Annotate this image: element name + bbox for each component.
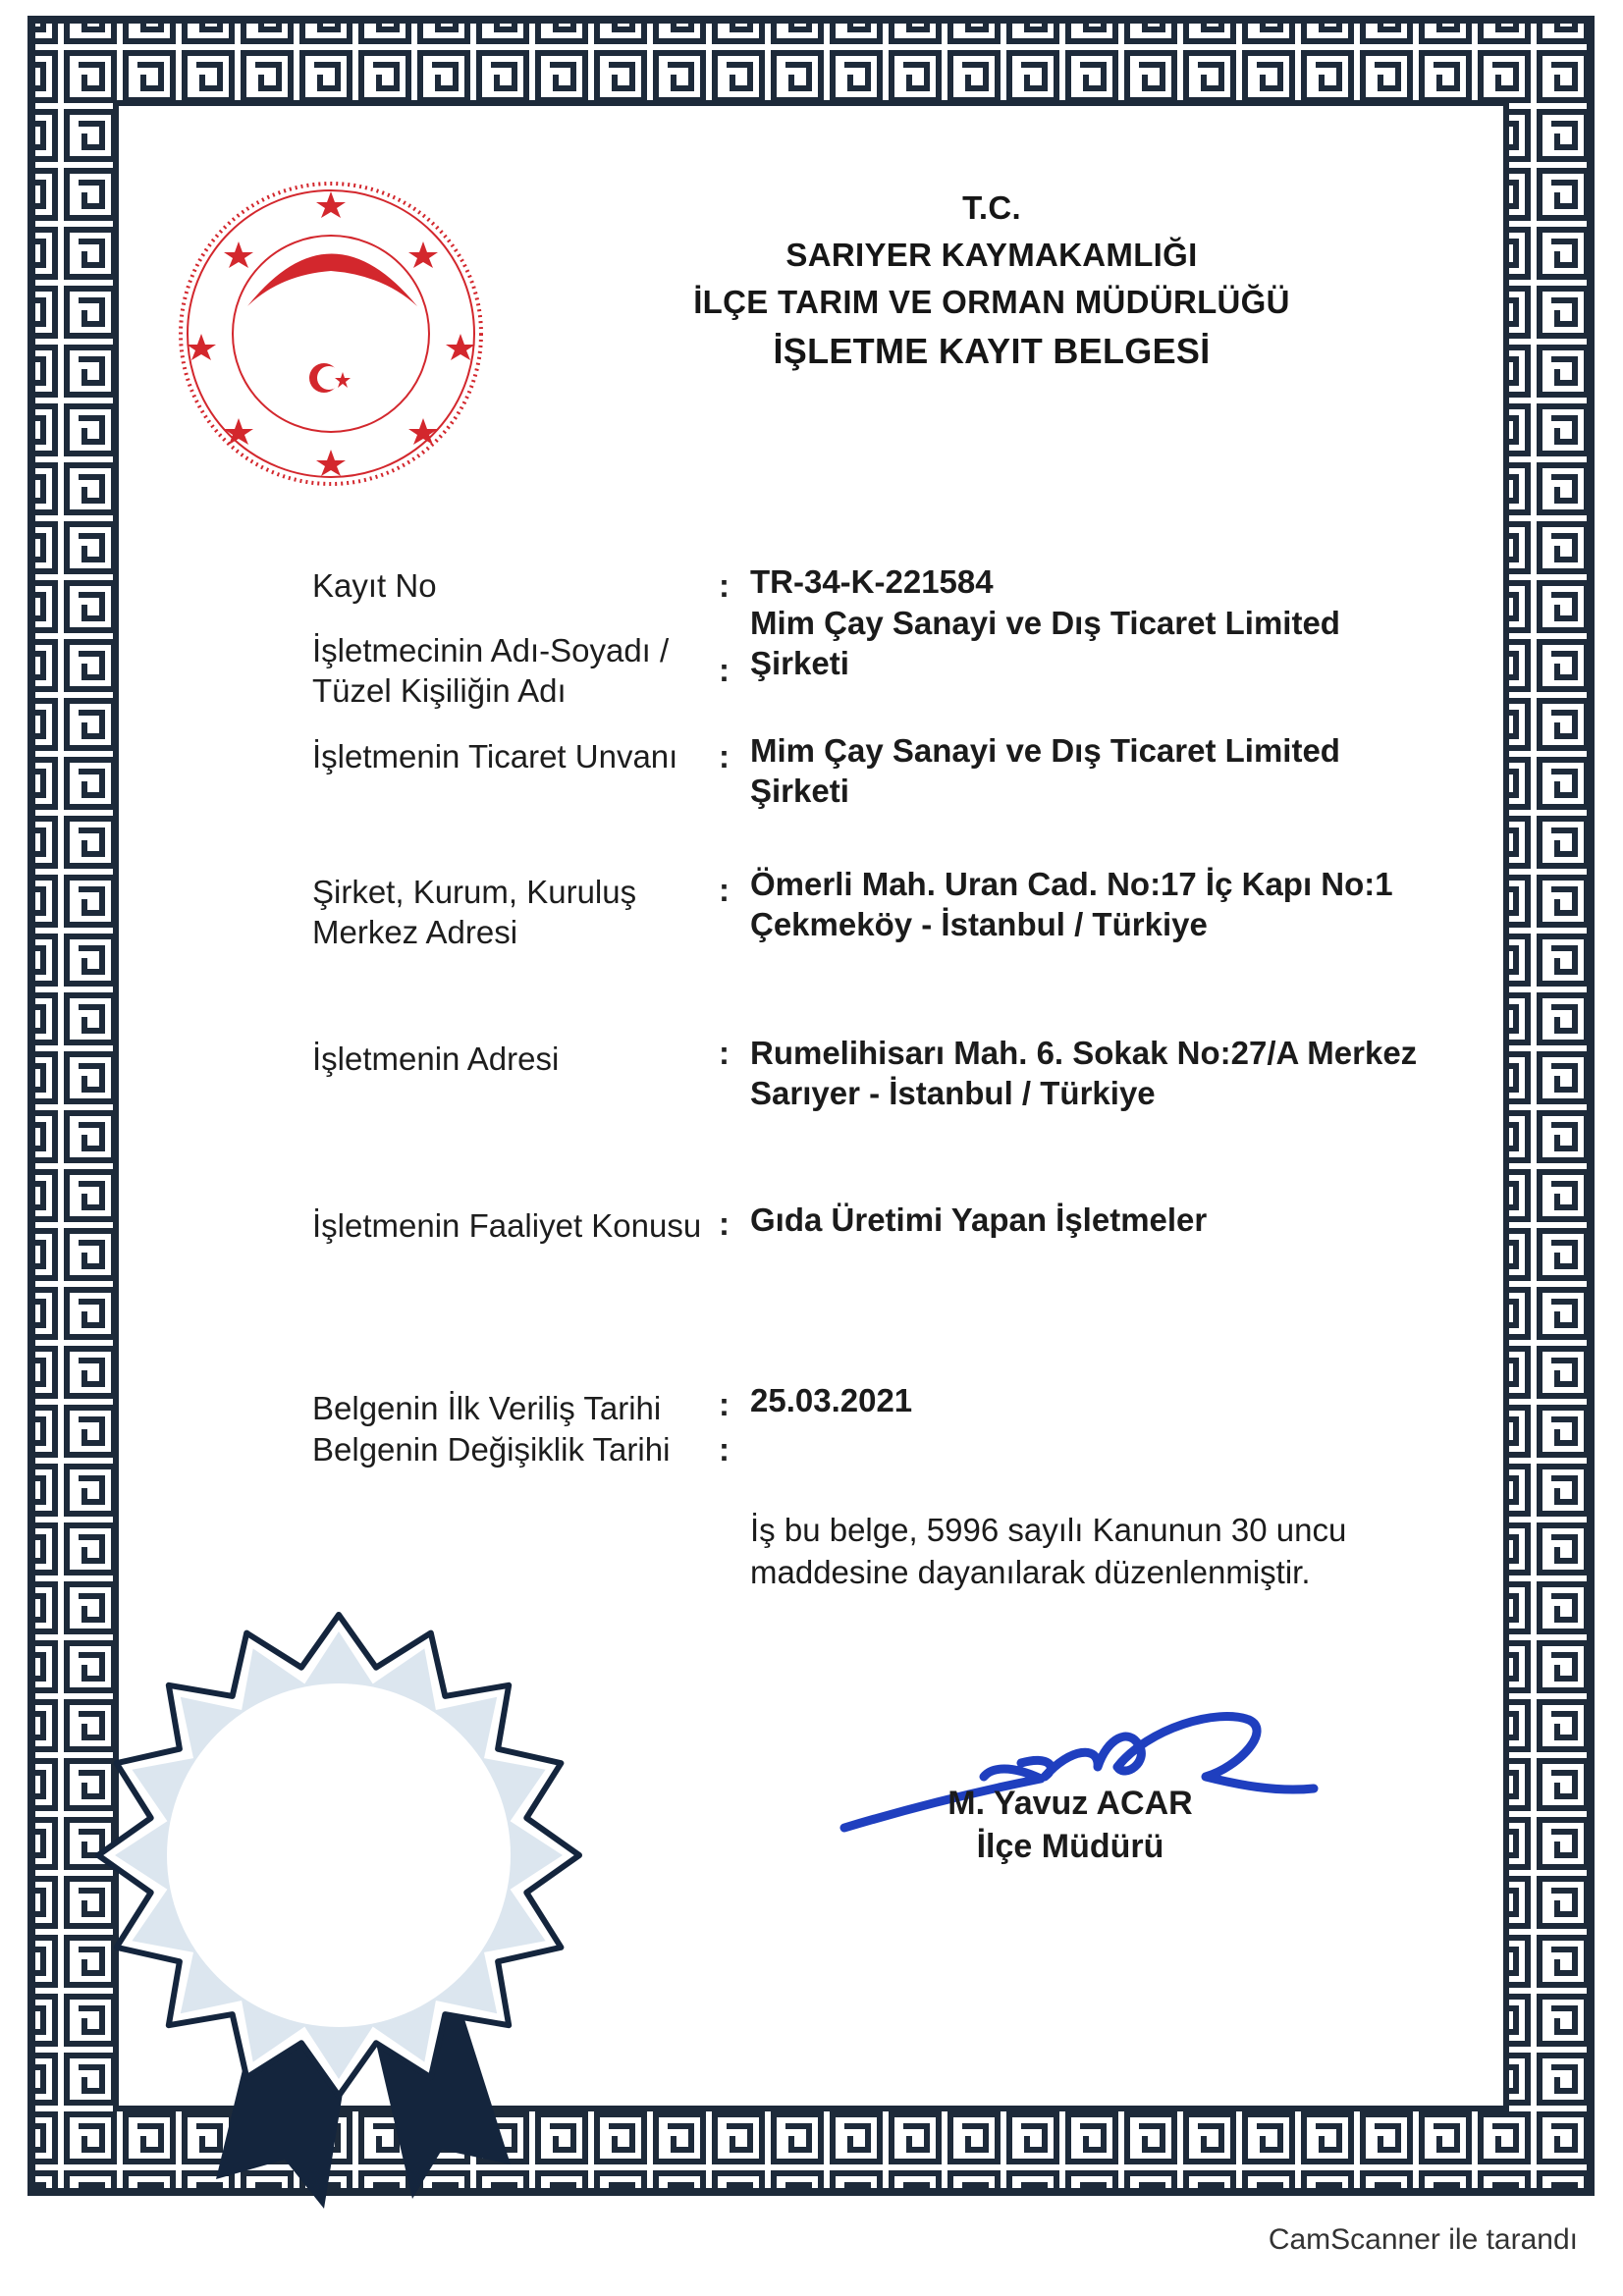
- field-colon: :: [719, 738, 730, 774]
- field-value-ticaret-unvani: Mim Çay Sanayi ve Dış Ticaret Limited Şirketi: [750, 732, 1340, 809]
- field-label-isletmeci-adi: İşletmecinin Adı-Soyadı / Tüzel Kişiliğin Adı: [312, 632, 670, 709]
- field-colon: :: [719, 1205, 730, 1242]
- legal-note: İş bu belge, 5996 sayılı Kanunun 30 uncu maddesine dayanılarak düzenlenmiştir.: [750, 1512, 1347, 1590]
- field-value-isletmeci-adi: Mim Çay Sanayi ve Dış Ticaret Limited Şirketi: [750, 605, 1340, 681]
- field-label-degisiklik-tarihi: Belgenin Değişiklik Tarihi: [312, 1431, 671, 1468]
- ministry-emblem-icon: [181, 184, 481, 484]
- field-colon: :: [719, 652, 730, 688]
- signer-title: İlçe Müdürü: [976, 1828, 1164, 1865]
- authority-name: SARIYER KAYMAKAMLIĞI: [785, 237, 1198, 273]
- field-colon: :: [719, 1431, 730, 1468]
- field-colon: :: [719, 1035, 730, 1071]
- field-colon: :: [719, 872, 730, 908]
- document-title: İŞLETME KAYIT BELGESİ: [773, 331, 1211, 371]
- field-label-isletme-adresi: İşletmenin Adresi: [312, 1041, 560, 1077]
- field-label-kayit-no: Kayıt No: [312, 567, 437, 604]
- signer-block: [913, 1782, 1227, 1868]
- field-value-merkez-adresi: Ömerli Mah. Uran Cad. No:17 İç Kapı No:1 Çekmeköy - İstanbul / Türkiye: [750, 866, 1393, 942]
- directorate-name: İLÇE TARIM VE ORMAN MÜDÜRLÜĞÜ: [693, 284, 1290, 320]
- field-colon: :: [719, 1386, 730, 1422]
- country-abbreviation: T.C.: [962, 189, 1021, 226]
- field-value-ilk-verilis-tarihi: 25.03.2021: [750, 1382, 913, 1418]
- field-colon: :: [719, 567, 730, 604]
- field-label-merkez-adresi: Şirket, Kurum, Kuruluş Merkez Adresi: [312, 874, 637, 950]
- field-label-ticaret-unvani: İşletmenin Ticaret Unvanı: [312, 738, 678, 774]
- scanner-watermark: CamScanner ile tarandı: [1268, 2223, 1578, 2256]
- field-label-faaliyet-konusu: İşletmenin Faaliyet Konusu: [312, 1207, 702, 1244]
- signer-name: M. Yavuz ACAR: [947, 1785, 1193, 1822]
- field-label-ilk-verilis-tarihi: Belgenin İlk Veriliş Tarihi: [312, 1390, 662, 1426]
- field-value-kayit-no: TR-34-K-221584: [750, 563, 994, 600]
- field-value-faaliyet-konusu: Gıda Üretimi Yapan İşletmeler: [750, 1201, 1208, 1238]
- field-value-isletme-adresi: Rumelihisarı Mah. 6. Sokak No:27/A Merkez Sarıyer - İstanbul / Türkiye: [750, 1035, 1418, 1111]
- document-header: [550, 185, 1434, 375]
